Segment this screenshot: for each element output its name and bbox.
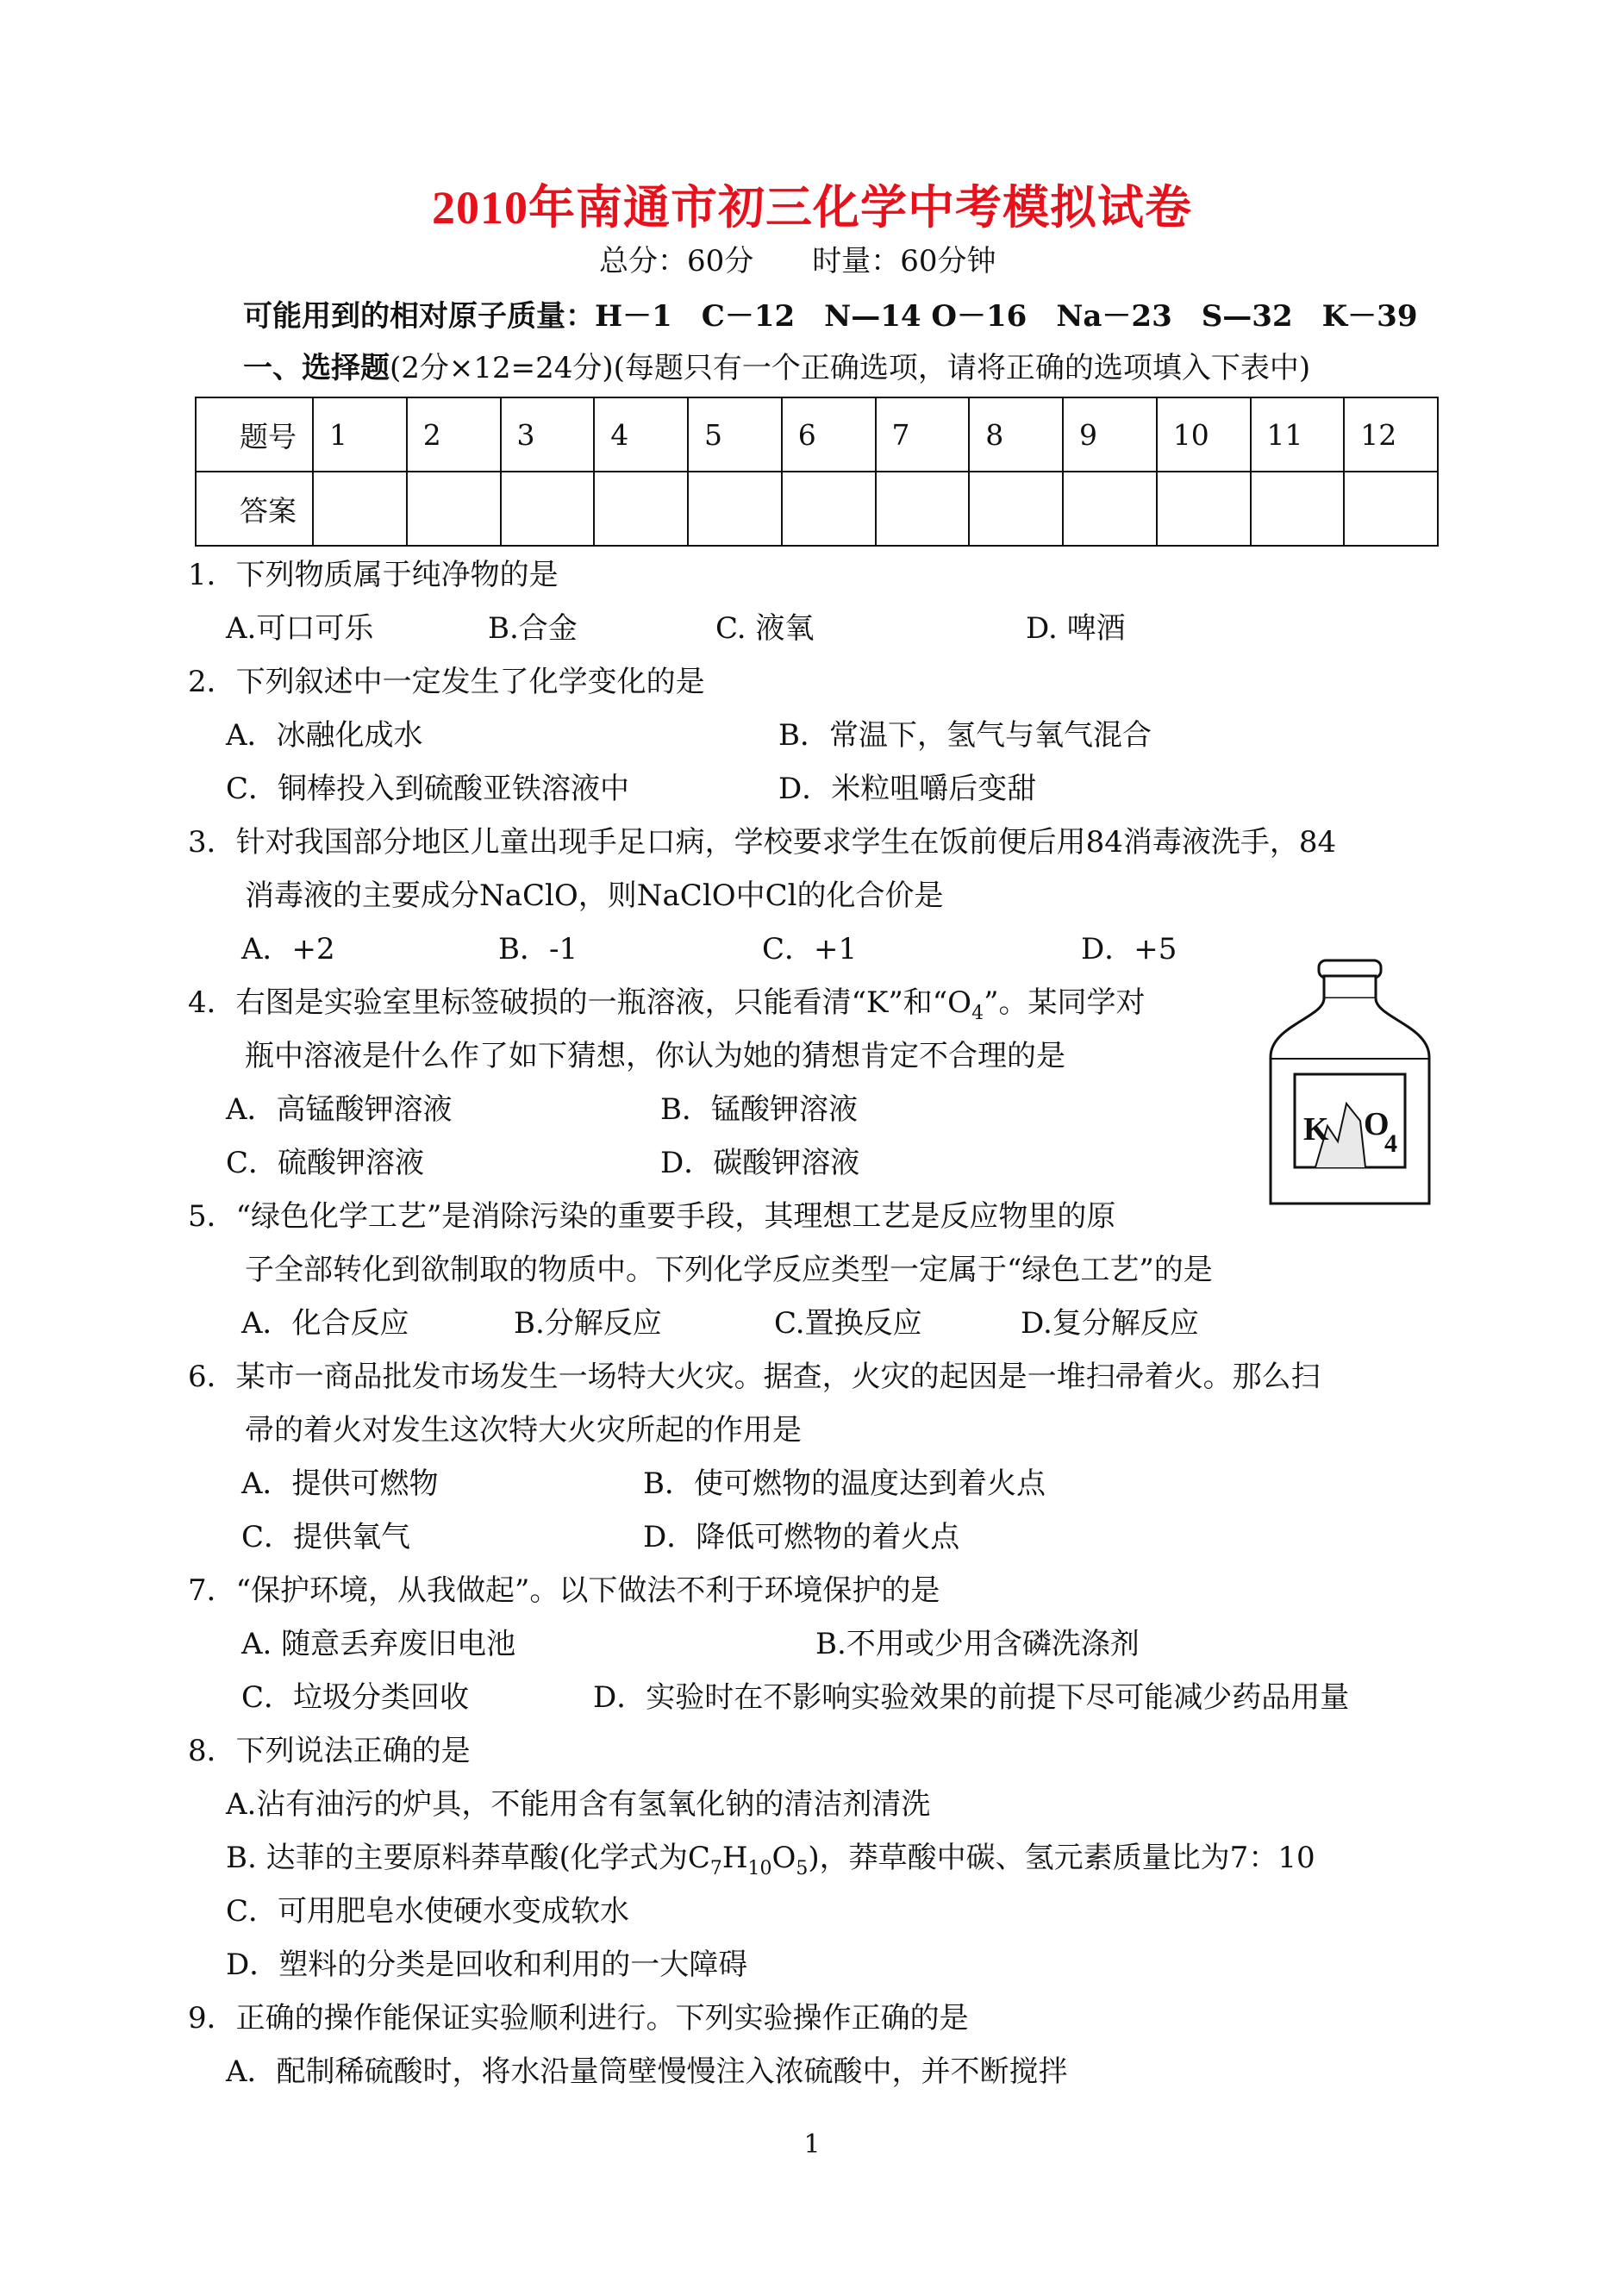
- q3-option-a: A．+2: [241, 932, 335, 966]
- question-number: 6: [782, 397, 876, 472]
- q8-option-b: [226, 1838, 1315, 1878]
- question-number: 8: [969, 397, 1063, 472]
- q4-option-c: C．硫酸钾溶液: [226, 1146, 425, 1180]
- q4-stem-text: 4．右图是实验室里标签破损的一瓶溶液，只能看清“K”和“O: [188, 985, 972, 1020]
- label-o: O: [1364, 1106, 1390, 1142]
- question-number: 10: [1157, 397, 1251, 472]
- q2-stem: 2．下列叙述中一定发生了化学变化的是: [188, 665, 705, 699]
- formula-element: H: [721, 1841, 748, 1875]
- q8-option-b-text: B. 达菲的主要原料莽草酸(化学式为C: [226, 1841, 710, 1875]
- q8-option-a: A.沾有油污的炉具，不能用含有氢氧化钠的清洁剂清洗: [226, 1787, 931, 1822]
- question-number: 5: [688, 397, 782, 472]
- label-k: K: [1303, 1111, 1329, 1148]
- q9-option-a: A．配制稀硫酸时，将水沿量筒壁慢慢注入浓硫酸中，并不断搅拌: [226, 2054, 1068, 2089]
- q8-option-b-text-end: )，莽草酸中碳、氢元素质量比为7：10: [808, 1841, 1315, 1875]
- q6-option-d: D．降低可燃物的着火点: [643, 1520, 960, 1554]
- answer-table: [195, 397, 1439, 547]
- answer-cell[interactable]: [1344, 472, 1438, 546]
- answer-cell[interactable]: [876, 472, 970, 546]
- section-instruction: (2分×12=24分)(每题只有一个正确选项，请将正确的选项填入下表中): [390, 351, 1311, 385]
- answer-cell[interactable]: [313, 472, 407, 546]
- q8-option-c: C．可用肥皂水使硬水变成软水: [226, 1894, 630, 1929]
- formula-subscript: 7: [709, 1858, 722, 1879]
- q3-stem-line2: 消毒液的主要成分NaClO，则NaClO中Cl的化合价是: [245, 879, 944, 913]
- question-number: 1: [313, 397, 407, 472]
- page-number: 1: [803, 2129, 821, 2160]
- question-number: 9: [1063, 397, 1157, 472]
- q4-option-a: A．高锰酸钾溶液: [226, 1092, 453, 1127]
- answer-cell[interactable]: [407, 472, 501, 546]
- q7-option-b: B.不用或少用含磷洗涤剂: [815, 1627, 1140, 1661]
- question-number: 12: [1344, 397, 1438, 472]
- reagent-bottle-image: [1264, 957, 1436, 1209]
- answer-cell[interactable]: [594, 472, 688, 546]
- q1-option-d: D. 啤酒: [1026, 611, 1126, 646]
- atomic-masses: 可能用到的相对原子质量：H－1 C－12 N—14 O－16 Na－23 S—32 K－39: [243, 299, 1418, 334]
- q6-stem-line2: 帚的着火对发生这次特大火灾所起的作用是: [245, 1413, 802, 1448]
- q7-stem: 7．“保护环境，从我做起”。以下做法不利于环境保护的是: [188, 1573, 940, 1608]
- section-heading: 一、选择题: [243, 351, 390, 385]
- page-title: 2010年南通市初三化学中考模拟试卷: [432, 182, 1192, 234]
- q5-option-b: B.分解反应: [514, 1306, 662, 1341]
- q7-option-c: C．垃圾分类回收: [241, 1680, 470, 1715]
- q6-stem-line1: 6．某市一商品批发市场发生一场特大火灾。据查，火灾的起因是一堆扫帚着火。那么扫: [188, 1360, 1321, 1394]
- q9-stem: 9．正确的操作能保证实验顺利进行。下列实验操作正确的是: [188, 2001, 969, 2035]
- q3-option-b: B．-1: [498, 932, 578, 966]
- answer-cell[interactable]: [501, 472, 595, 546]
- q4-stem-line2: 瓶中溶液是什么作了如下猜想，你认为她的猜想肯定不合理的是: [245, 1039, 1065, 1073]
- q8-stem: 8．下列说法正确的是: [188, 1734, 471, 1768]
- section-heading-line: [243, 348, 1310, 388]
- q2-option-a: A．冰融化成水: [226, 718, 423, 753]
- q4-option-b: B．锰酸钾溶液: [660, 1092, 858, 1127]
- q5-option-c: C.置换反应: [774, 1306, 922, 1341]
- q4-option-d: D．碳酸钾溶液: [660, 1146, 860, 1180]
- answer-cell[interactable]: [969, 472, 1063, 546]
- q5-stem-line1: 5．“绿色化学工艺”是消除污染的重要手段，其理想工艺是反应物里的原: [188, 1199, 1116, 1234]
- answer-row: [196, 472, 1438, 546]
- answer-cell[interactable]: [1063, 472, 1157, 546]
- question-number: 3: [501, 397, 595, 472]
- q4-stem-subscript: 4: [971, 1003, 984, 1024]
- number-row: [196, 397, 1438, 472]
- q1-option-c: C. 液氧: [715, 611, 815, 646]
- q3-option-c: C．+1: [762, 932, 858, 966]
- score-time: 总分：60分 时量：60分钟: [599, 244, 996, 278]
- q1-option-b: B.合金: [488, 611, 578, 646]
- q6-option-c: C．提供氧气: [241, 1520, 411, 1554]
- label-subscript: 4: [1384, 1129, 1397, 1158]
- q5-stem-line2: 子全部转化到欲制取的物质中。下列化学反应类型一定属于“绿色工艺”的是: [245, 1253, 1213, 1287]
- formula-element: O: [771, 1841, 796, 1875]
- answer-cell[interactable]: [1157, 472, 1251, 546]
- answer-cell[interactable]: [1251, 472, 1345, 546]
- question-number: 11: [1251, 397, 1345, 472]
- answer-cell[interactable]: [782, 472, 876, 546]
- number-row-label: 题号: [196, 397, 313, 472]
- q2-option-d: D．米粒咀嚼后变甜: [778, 772, 1037, 806]
- q4-stem-text-end: ”。某同学对: [984, 985, 1146, 1020]
- q4-stem-line1: [188, 983, 1145, 1022]
- q5-option-a: A．化合反应: [241, 1306, 409, 1341]
- question-number: 4: [594, 397, 688, 472]
- q3-option-d: D．+5: [1081, 932, 1177, 966]
- q5-option-d: D.复分解反应: [1021, 1306, 1199, 1341]
- q2-option-b: B．常温下，氢气与氧气混合: [778, 718, 1152, 753]
- q7-option-a: A. 随意丢弃废旧电池: [241, 1627, 516, 1661]
- answer-row-label: 答案: [196, 472, 313, 546]
- question-number: 7: [876, 397, 970, 472]
- q6-option-b: B．使可燃物的温度达到着火点: [643, 1466, 1046, 1501]
- q1-option-a: A.可口可乐: [226, 611, 374, 646]
- q3-stem-line1: 3．针对我国部分地区儿童出现手足口病，学校要求学生在饭前便后用84消毒液洗手，84: [188, 825, 1337, 860]
- answer-cell[interactable]: [688, 472, 782, 546]
- formula-subscript: 10: [747, 1858, 772, 1879]
- formula-subscript: 5: [796, 1858, 809, 1879]
- q2-option-c: C．铜棒投入到硫酸亚铁溶液中: [226, 772, 630, 806]
- q6-option-a: A．提供可燃物: [241, 1466, 439, 1501]
- question-number: 2: [407, 397, 501, 472]
- q8-option-d: D．塑料的分类是回收和利用的一大障碍: [226, 1948, 748, 1982]
- q7-option-d: D．实验时在不影响实验效果的前提下尽可能减少药品用量: [593, 1680, 1350, 1715]
- q1-stem: 1．下列物质属于纯净物的是: [188, 558, 559, 592]
